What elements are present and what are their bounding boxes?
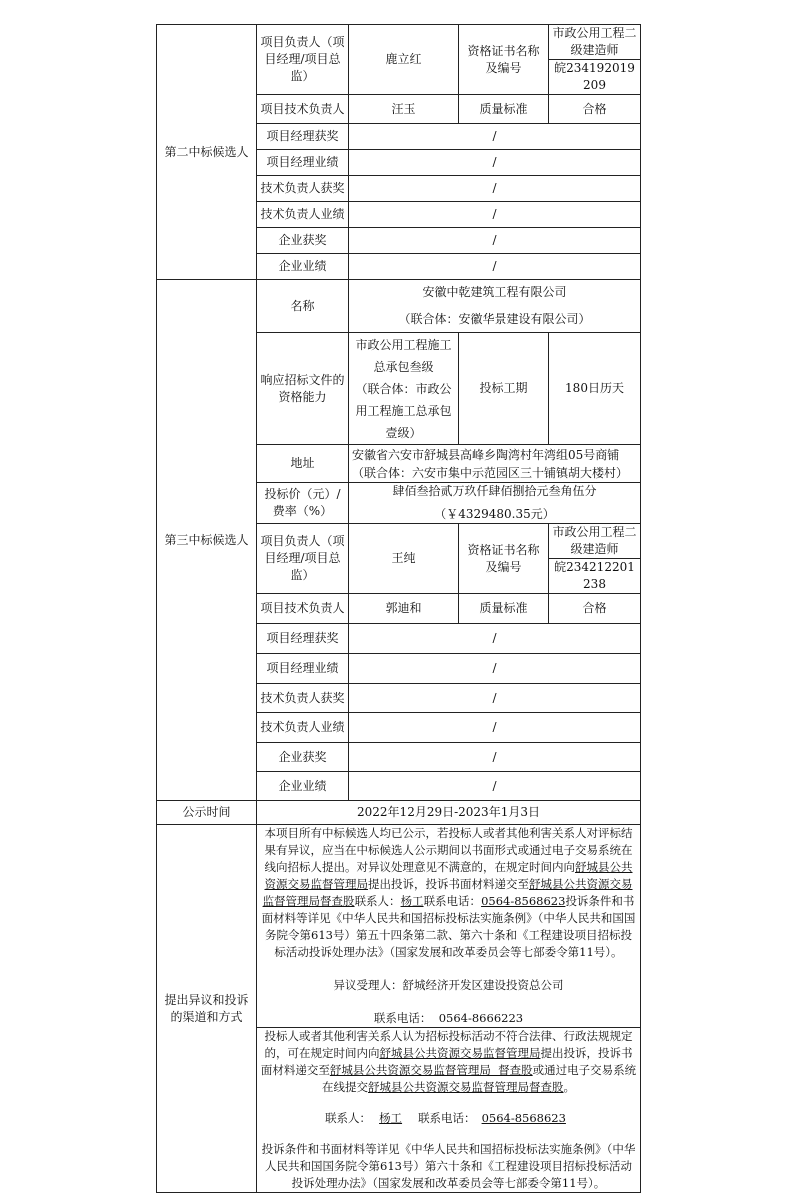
c3-qual-label: 响应招标文件的资格能力 [257,333,349,445]
c2-pm-label: 项目负责人（项目经理/项目总监） [257,25,349,95]
bid-candidates-table [156,24,641,1193]
c3-period-label: 投标工期 [459,333,549,445]
c3-quality-label: 质量标准 [459,594,549,624]
objection-receiver: 异议受理人：舒城经济开发区建设投资总公司 [333,978,564,992]
complaint-contact [260,1110,637,1127]
c2-row-label: 技术负责人获奖 [257,176,349,202]
contact-name: 杨工 [400,894,424,908]
c3-qual-cell [349,333,459,445]
c3-price-label: 投标价（元）/费率（%） [257,483,349,524]
c3-row-value: / [349,772,641,801]
c2-row-value: / [349,202,641,228]
c2-row-value: / [349,254,641,280]
complaint-reference: 投诉条件和书面材料等详见《中华人民共和国招标投标法实施条例》（中华人民共和国国务院令第613号）第六十条和《工程建设项目招标投标活动投诉处理办法》（国家发展和改革委员会等七部委令第11号）。 [261,1142,636,1190]
c3-cert-cell [549,524,641,594]
objection-paragraph-1 [260,825,637,961]
c2-row-label: 项目经理获奖 [257,124,349,150]
announcement-row [157,801,641,825]
c3-row-label: 项目经理业绩 [257,654,349,684]
c3-row-label: 技术负责人业绩 [257,713,349,743]
contact-name: 杨工 [379,1111,403,1125]
objection-text: 联系人： [354,894,401,908]
c2-cert-no: 皖234192019209 [554,61,635,92]
complaint-text: 或通过电子交易系统在线提交 [322,1063,637,1094]
objection-block-2 [257,1028,641,1193]
c3-name-label: 名称 [257,280,349,333]
complaint-paragraph [260,1028,637,1096]
c3-pm-label: 项目负责人（项目经理/项目总监） [257,524,349,594]
objection-block-1 [257,825,641,1028]
c2-row-label: 企业获奖 [257,228,349,254]
c3-tech-name: 郭迪和 [349,594,459,624]
complaint-text: 。 [563,1080,575,1094]
objection-label: 提出异议和投诉的渠道和方式 [157,825,257,1193]
c3-row-label: 项目经理获奖 [257,624,349,654]
c2-quality-value: 合格 [549,95,641,124]
contact-label: 联系人： [325,1111,372,1125]
authority-link: 舒城县公共资源交易监督管理局督查股 [368,1080,564,1094]
c2-tech-label: 项目技术负责人 [257,95,349,124]
c3-row-label: 企业业绩 [257,772,349,801]
c3-pm-name: 王纯 [349,524,459,594]
objection-text: 本项目所有中标候选人均已公示，若投标人或者其他利害关系人对评标结果有异议，应当在中标候选人公示期间以书面形式或通过电子交易系统在线向招标人提出。对异议处理意见不满意的，在规定时间内向 [264,826,633,874]
c3-row-label: 技术负责人获奖 [257,684,349,713]
announcement-label: 公示时间 [157,801,257,825]
c2-cert-label: 资格证书名称及编号 [459,25,549,95]
c3-tech-label: 项目技术负责人 [257,594,349,624]
c2-cert-cell [549,25,641,95]
c3-price-number: （￥4329480.35元） [434,507,555,521]
c2-row-value: / [349,228,641,254]
complaint-text: 提出投诉，投诉书面材料递交至 [260,1046,633,1077]
contact-phone: 0564-8568623 [481,1111,566,1125]
c2-row-value: / [349,150,641,176]
c2-tech-name: 汪玉 [349,95,459,124]
c2-row-label: 企业业绩 [257,254,349,280]
c2-label: 第二中标候选人 [157,25,257,280]
c3-price-cell [349,483,641,524]
c3-period-value: 180日历天 [549,333,641,445]
c2-row-label: 项目经理业绩 [257,150,349,176]
c3-label: 第三中标候选人 [157,280,257,801]
c3-price-words: 肆佰叁拾贰万玖仟肆佰捌拾元叁角伍分 [392,484,597,498]
objection-text: 投诉条件和书面材料等详见《中华人民共和国招标投标法实施条例》（中华人民共和国国务院令第613号）第五十四条第二款、第六十条和《工程建设项目招标投标活动投诉处理办法》（国家发展和改革委员会等七部委令第11号）。 [261,894,636,959]
complaint-text: 投标人或者其他利害关系人认为招标投标活动不符合法律、行政法规规定的，可在规定时间内向 [264,1029,633,1060]
c3-row-value: / [349,743,641,772]
objection-row [157,825,641,1028]
c3-address-label: 地址 [257,445,349,483]
c3-row-value: / [349,624,641,654]
c3-quality-value: 合格 [549,594,641,624]
contact-phone: 0564-8568623 [481,894,566,908]
c3-name-row [157,280,641,333]
authority-link: 舒城县公共资源交易监督管理局督查股 [262,877,633,908]
c2-row-value: / [349,124,641,150]
c3-row-value: / [349,654,641,684]
objection-text: 联系电话： [423,894,482,908]
c2-row-label: 技术负责人业绩 [257,202,349,228]
c2-cert-name: 市政公用工程二级建造师 [549,25,640,60]
c2-row-value: / [349,176,641,202]
c3-consortium: （联合体：安徽华景建设有限公司） [398,312,591,326]
c3-row-value: / [349,713,641,743]
c3-row-label: 企业获奖 [257,743,349,772]
c2-pm-row [157,25,641,95]
c3-cert-no: 皖234212201238 [554,560,635,591]
c3-name-value: 安徽中乾建筑工程有限公司 [422,285,567,299]
announcement-value: 2022年12月29日-2023年1月3日 [257,801,641,825]
c3-name-cell [349,280,641,333]
c3-qual-consortium: （联合体：市政公用工程施工总承包壹级） [355,381,452,440]
c2-quality-label: 质量标准 [459,95,549,124]
c2-pm-name: 鹿立红 [349,25,459,95]
c3-address-value: 安徽省六安市舒城县高峰乡陶湾村年湾组05号商铺（联合体：六安市集中示范园区三十铺镇胡大楼村） [349,445,641,483]
contact-label: 联系电话： [418,1111,476,1125]
c3-cert-label: 资格证书名称及编号 [459,524,549,594]
objection-text: 提出投诉，投诉书面材料递交至 [368,877,529,891]
objection-phone: 联系电话： 0564-8666223 [373,1011,524,1025]
authority-link: 舒城县公共资源交易监督管理局 [264,860,633,891]
authority-link: 舒城县公共资源交易监督管理局 [379,1046,541,1060]
c3-row-value: / [349,684,641,713]
authority-link: 舒城县公共资源交易监督管理局 督查股 [329,1063,533,1077]
c3-qual-value: 市政公用工程施工总承包叁级 [355,337,452,374]
c3-cert-name: 市政公用工程二级建造师 [549,524,640,559]
